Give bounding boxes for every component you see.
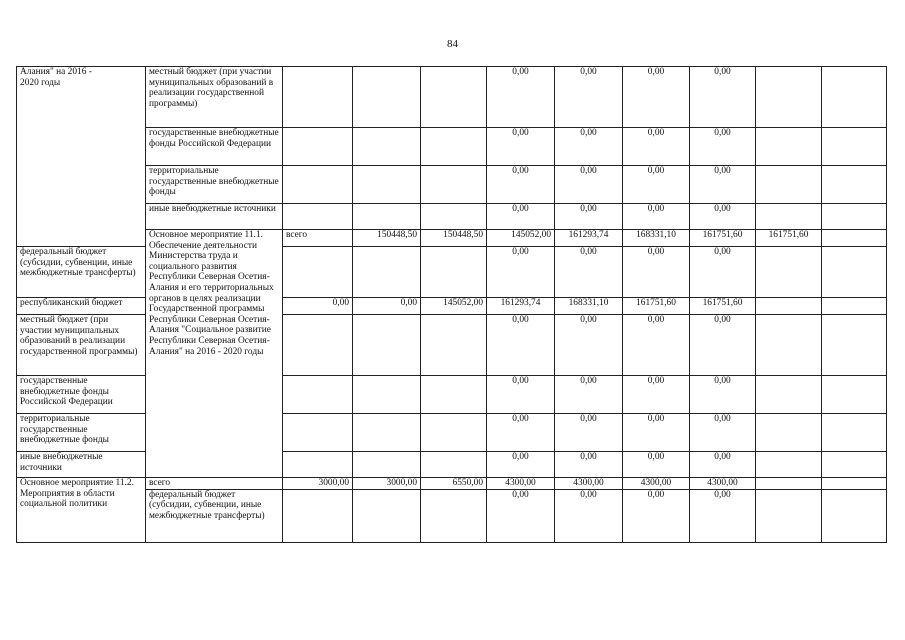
value-cell: [283, 452, 353, 478]
value-cell: [756, 204, 822, 230]
value-cell: 150448,50: [421, 230, 487, 247]
value-cell: [353, 128, 421, 166]
value-cell: 0,00: [487, 315, 555, 376]
value-cell: [283, 204, 353, 230]
value-cell: 0,00: [487, 166, 555, 204]
value-cell: [283, 247, 353, 298]
value-cell: [756, 414, 822, 452]
value-cell: [756, 166, 822, 204]
value-cell: 161293,74: [487, 298, 555, 315]
value-cell: 3000,00: [353, 478, 421, 490]
funding-source-cell: иные внебюджетные источники: [146, 204, 283, 230]
value-cell: 145052,00: [421, 298, 487, 315]
value-cell: 0,00: [623, 452, 690, 478]
funding-source-cell: всего: [146, 478, 283, 490]
value-cell: 0,00: [555, 204, 623, 230]
value-cell: 0,00: [555, 128, 623, 166]
value-cell: 0,00: [623, 204, 690, 230]
value-cell: [283, 414, 353, 452]
value-cell: 0,00: [690, 452, 756, 478]
value-cell: 0,00: [623, 376, 690, 414]
value-cell: [756, 452, 822, 478]
value-cell: 0,00: [623, 67, 690, 128]
value-cell: [756, 489, 822, 542]
value-cell: [353, 204, 421, 230]
funding-source-cell: государственные внебюджетные фонды Российской Федерации: [146, 128, 283, 166]
value-cell: [353, 452, 421, 478]
value-cell: [822, 489, 887, 542]
value-cell: 0,00: [623, 414, 690, 452]
value-cell: [421, 376, 487, 414]
value-cell: [421, 452, 487, 478]
value-cell: 0,00: [555, 452, 623, 478]
value-cell: 0,00: [487, 128, 555, 166]
value-cell: [822, 376, 887, 414]
value-cell: 0,00: [690, 376, 756, 414]
value-cell: [756, 478, 822, 490]
value-cell: [283, 376, 353, 414]
value-cell: 0,00: [353, 298, 421, 315]
value-cell: 0,00: [690, 489, 756, 542]
value-cell: [421, 414, 487, 452]
value-cell: 4300,00: [623, 478, 690, 490]
value-cell: [353, 489, 421, 542]
funding-source-cell: территориальные государственные внебюджетные фонды: [17, 414, 146, 452]
value-cell: [283, 166, 353, 204]
value-cell: 0,00: [623, 489, 690, 542]
value-cell: [421, 489, 487, 542]
value-cell: [421, 204, 487, 230]
value-cell: [353, 166, 421, 204]
value-cell: 0,00: [555, 247, 623, 298]
value-cell: [353, 414, 421, 452]
value-cell: 161751,60: [623, 298, 690, 315]
value-cell: 161751,60: [756, 230, 822, 247]
value-cell: 0,00: [555, 315, 623, 376]
value-cell: 161293,74: [555, 230, 623, 247]
value-cell: 0,00: [623, 247, 690, 298]
value-cell: [822, 414, 887, 452]
funding-source-cell: местный бюджет (при участии муниципальных образований в реализации государственной программы): [17, 315, 146, 376]
value-cell: 168331,10: [623, 230, 690, 247]
value-cell: 0,00: [623, 128, 690, 166]
activity-name-cell: Основное мероприятие 11.1. Обеспечение деятельности Министерства труда и социального развития Республики Северная Осетия-Алания и его территориальных органов в целях реализации Государственной программы Республики Северная Осетия-Алания "Социальное развитие Республики Северная Осетия-Алания" на 2016 - 2020 годы: [146, 230, 283, 478]
value-cell: 4300,00: [690, 478, 756, 490]
value-cell: [353, 67, 421, 128]
value-cell: [822, 452, 887, 478]
value-cell: 0,00: [487, 67, 555, 128]
value-cell: 0,00: [555, 489, 623, 542]
funding-source-cell: федеральный бюджет (субсидии, субвенции, иные межбюджетные трансферты): [17, 247, 146, 298]
funding-source-cell: иные внебюджетные источники: [17, 452, 146, 478]
value-cell: [822, 128, 887, 166]
value-cell: [421, 166, 487, 204]
value-cell: 0,00: [283, 298, 353, 315]
value-cell: 0,00: [690, 414, 756, 452]
value-cell: [756, 315, 822, 376]
value-cell: 0,00: [690, 247, 756, 298]
value-cell: [421, 315, 487, 376]
value-cell: [822, 230, 887, 247]
value-cell: 0,00: [487, 376, 555, 414]
value-cell: 0,00: [623, 315, 690, 376]
table-row: [17, 204, 887, 230]
value-cell: [283, 315, 353, 376]
value-cell: 0,00: [623, 166, 690, 204]
value-cell: 3000,00: [283, 478, 353, 490]
value-cell: [283, 67, 353, 128]
value-cell: 168331,10: [555, 298, 623, 315]
value-cell: 6550,00: [421, 478, 487, 490]
funding-source-cell: государственные внебюджетные фонды Российской Федерации: [17, 376, 146, 414]
value-cell: 0,00: [487, 414, 555, 452]
funding-source-cell: республиканский бюджет: [17, 298, 146, 315]
funding-source-cell: всего: [283, 230, 353, 247]
value-cell: 0,00: [487, 247, 555, 298]
value-cell: 0,00: [555, 67, 623, 128]
value-cell: [283, 128, 353, 166]
value-cell: [822, 315, 887, 376]
funding-source-cell: территориальные государственные внебюджетные фонды: [146, 166, 283, 204]
value-cell: 0,00: [555, 166, 623, 204]
table-row: [17, 478, 887, 490]
value-cell: 0,00: [690, 315, 756, 376]
value-cell: 161751,60: [690, 298, 756, 315]
value-cell: 4300,00: [487, 478, 555, 490]
table-row: [17, 489, 887, 542]
value-cell: 4300,00: [555, 478, 623, 490]
table-row: [17, 230, 887, 247]
funding-source-cell: федеральный бюджет (субсидии, субвенции, иные межбюджетные трансферты): [146, 489, 283, 542]
value-cell: [283, 489, 353, 542]
value-cell: [421, 67, 487, 128]
value-cell: [756, 376, 822, 414]
value-cell: [822, 247, 887, 298]
value-cell: [756, 247, 822, 298]
value-cell: [822, 166, 887, 204]
value-cell: 145052,00: [487, 230, 555, 247]
value-cell: [421, 128, 487, 166]
value-cell: 0,00: [555, 414, 623, 452]
value-cell: 0,00: [487, 204, 555, 230]
budget-table: [16, 66, 887, 543]
value-cell: 0,00: [690, 166, 756, 204]
value-cell: [756, 128, 822, 166]
value-cell: 0,00: [555, 376, 623, 414]
value-cell: 0,00: [487, 489, 555, 542]
table-row: [17, 67, 887, 128]
activity-name-cell: Основное мероприятие 11.2. Мероприятия в области социальной политики: [17, 478, 146, 543]
value-cell: [353, 315, 421, 376]
value-cell: [822, 67, 887, 128]
value-cell: [822, 204, 887, 230]
table-row: [17, 166, 887, 204]
activity-name-cell: Алания" на 2016 - 2020 годы: [17, 67, 146, 247]
value-cell: 0,00: [487, 452, 555, 478]
page-number: 84: [447, 38, 458, 50]
value-cell: 0,00: [690, 204, 756, 230]
value-cell: [756, 67, 822, 128]
value-cell: [353, 376, 421, 414]
value-cell: [822, 478, 887, 490]
funding-source-cell: местный бюджет (при участии муниципальных образований в реализации государственной программы): [146, 67, 283, 128]
value-cell: [756, 298, 822, 315]
value-cell: 161751,60: [690, 230, 756, 247]
value-cell: [421, 247, 487, 298]
value-cell: [353, 247, 421, 298]
value-cell: 0,00: [690, 67, 756, 128]
value-cell: 0,00: [690, 128, 756, 166]
value-cell: 150448,50: [353, 230, 421, 247]
value-cell: [822, 298, 887, 315]
table-row: [17, 128, 887, 166]
